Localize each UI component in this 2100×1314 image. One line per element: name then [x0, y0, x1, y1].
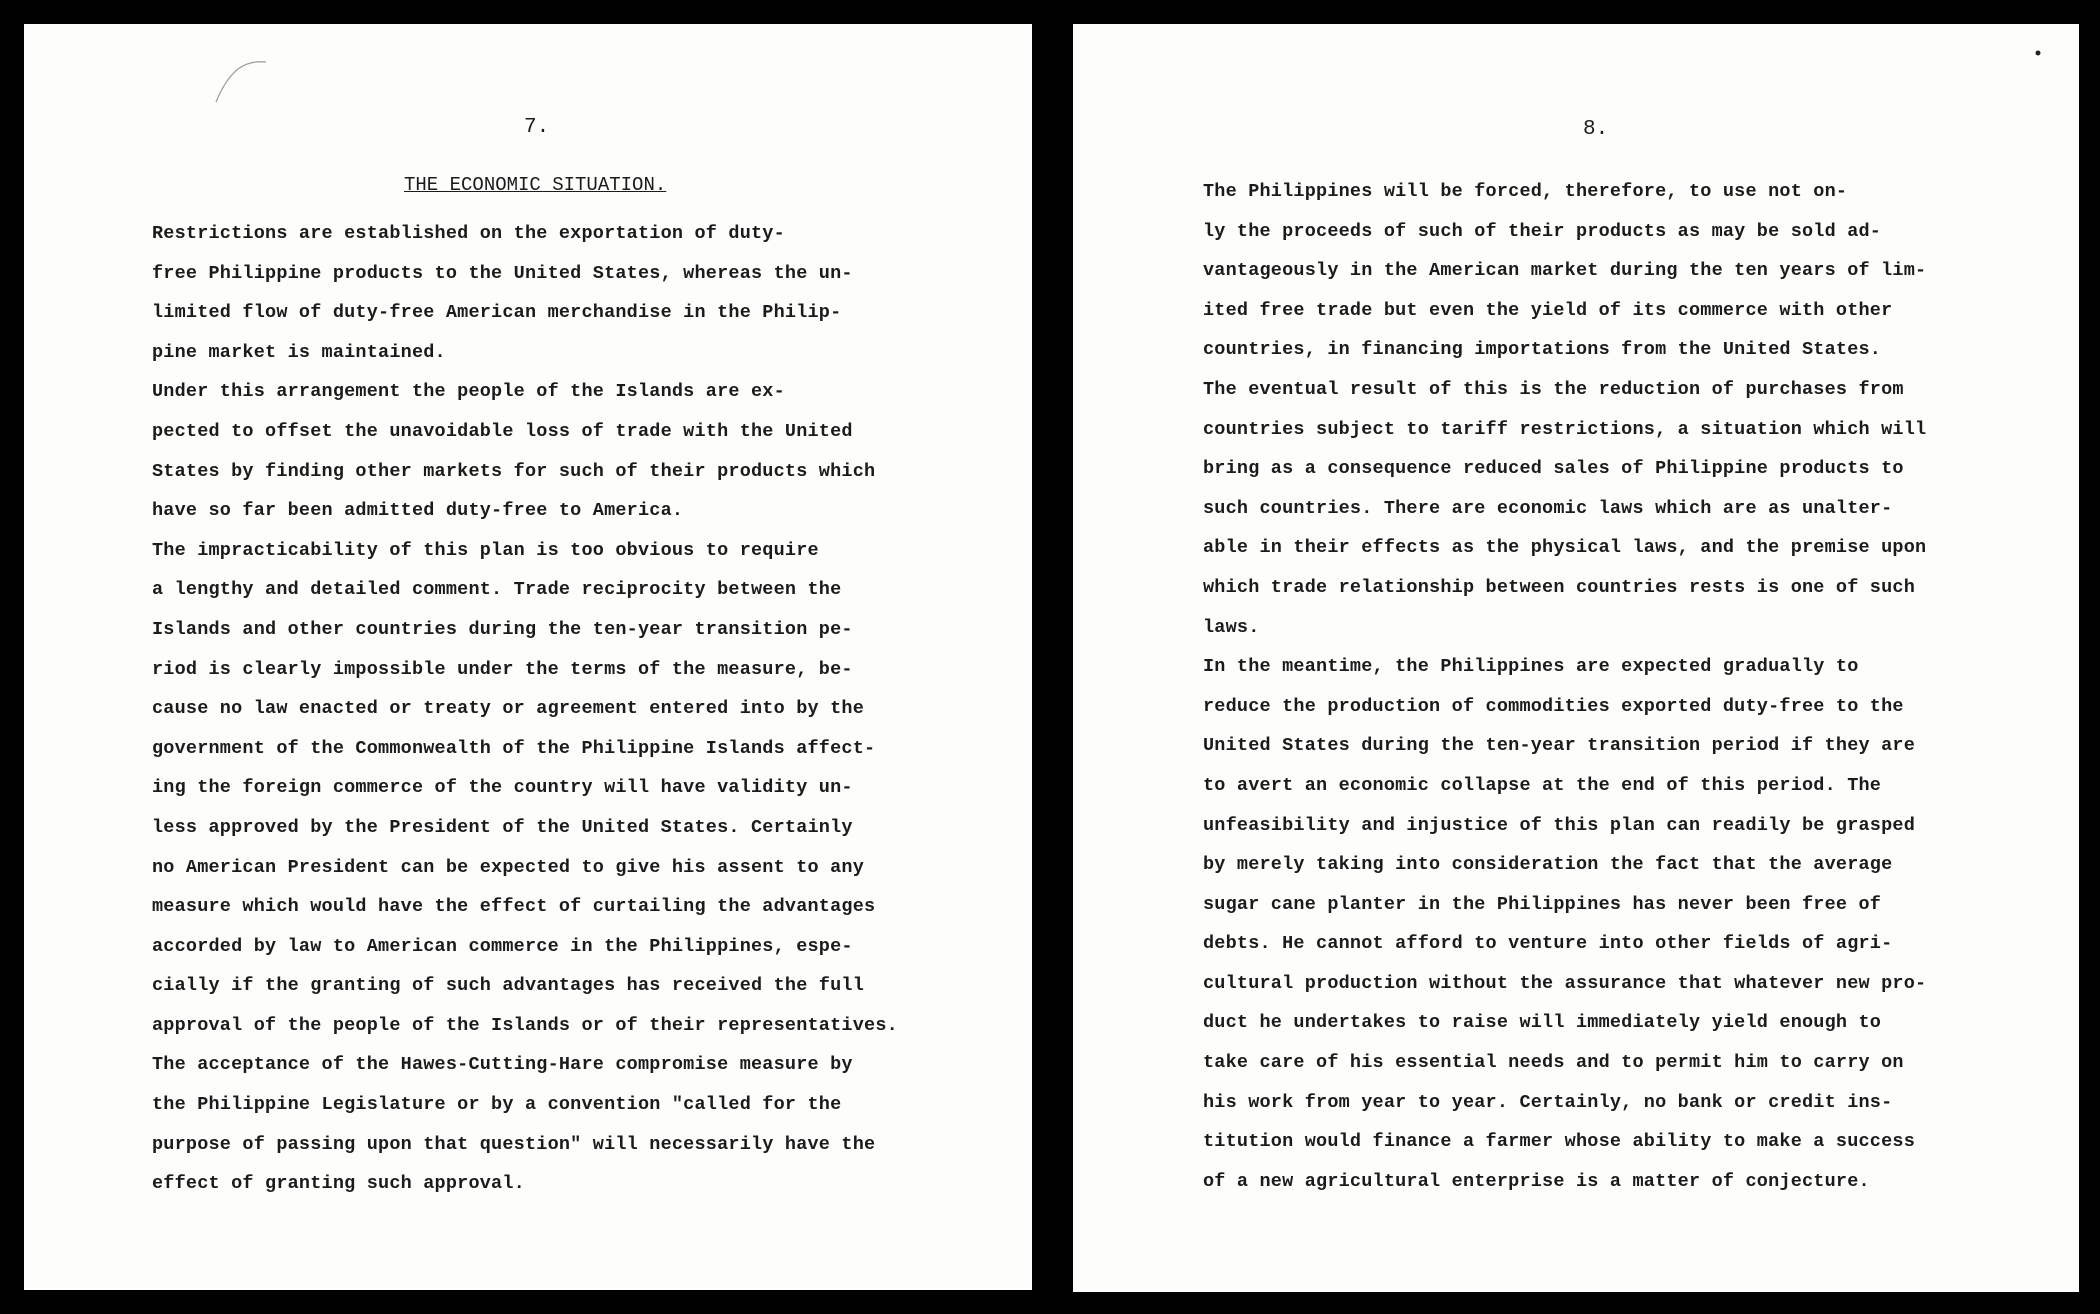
text-line: countries, in financing importations from the United States.	[1203, 339, 1882, 361]
text-line: The eventual result of this is the reduction of purchases from	[1203, 378, 1904, 400]
page-8	[1073, 24, 2079, 1292]
text-line: limited flow of duty-free American merchandise in the Philip-	[152, 302, 842, 324]
text-line: cultural production without the assurance that whatever new pro-	[1203, 972, 1927, 994]
text-line: the Philippine Legislature or by a convention "called for the	[152, 1094, 842, 1116]
text-line: which trade relationship between countries rests is one of such	[1203, 576, 1916, 598]
ink-spot	[2033, 48, 2043, 58]
text-line: titution would finance a farmer whose ability to make a success	[1203, 1131, 1916, 1153]
text-line: The impracticability of this plan is too obvious to require	[152, 539, 819, 561]
text-line: Restrictions are established on the exportation of duty-	[152, 223, 785, 244]
text-line: able in their effects as the physical laws, and the premise upon	[1203, 537, 1927, 559]
text-line: States by finding other markets for such of their products which	[152, 460, 876, 482]
text-line: a lengthy and detailed comment. Trade reciprocity between the	[152, 579, 842, 601]
text-line: free Philippine products to the United States, whereas the un-	[152, 262, 853, 284]
text-line: no American President can be expected to give his assent to any	[152, 856, 865, 878]
text-line: ing the foreign commerce of the country will have validity un-	[152, 777, 853, 799]
text-line: purpose of passing upon that question" will necessarily have the	[152, 1133, 876, 1155]
pencil-mark	[206, 58, 276, 118]
text-line: laws.	[1203, 616, 1260, 638]
text-line: ly the proceeds of such of their products as may be sold ad-	[1203, 220, 1882, 242]
page-number: 8.	[1583, 118, 1609, 141]
text-line: debts. He cannot afford to venture into other fields of agri-	[1203, 933, 1893, 955]
text-line: government of the Commonwealth of the Philippine Islands affect-	[152, 737, 876, 759]
text-line: less approved by the President of the United States. Certainly	[152, 816, 853, 838]
text-line: his work from year to year. Certainly, no bank or credit ins-	[1203, 1091, 1893, 1113]
text-line: vantageously in the American market during the ten years of lim-	[1203, 260, 1927, 282]
text-line: to avert an economic collapse at the end of this period. The	[1203, 774, 1882, 796]
text-line: bring as a consequence reduced sales of Philippine products to	[1203, 458, 1904, 480]
text-line: take care of his essential needs and to permit him to carry on	[1203, 1052, 1904, 1074]
text-line: accorded by law to American commerce in the Philippines, espe-	[152, 935, 853, 957]
text-line: In the meantime, the Philippines are expected gradually to	[1203, 656, 1859, 678]
text-line: countries subject to tariff restrictions, a situation which will	[1203, 418, 1927, 440]
body-text	[152, 214, 898, 1204]
text-line: United States during the ten-year transition period if they are	[1203, 735, 1916, 757]
text-line: effect of granting such approval.	[152, 1173, 525, 1195]
text-line: ited free trade but even the yield of its commerce with other	[1203, 299, 1893, 321]
text-line: measure which would have the effect of curtailing the advantages	[152, 896, 876, 918]
text-line: pected to offset the unavoidable loss of trade with the United	[152, 420, 853, 442]
page-7	[24, 24, 1032, 1290]
text-line: such countries. There are economic laws which are as unalter-	[1203, 497, 1893, 519]
text-line: Under this arrangement the people of the Islands are ex-	[152, 381, 785, 403]
text-line: The Philippines will be forced, therefore, to use not on-	[1203, 181, 1848, 202]
text-line: reduce the production of commodities exported duty-free to the	[1203, 695, 1904, 717]
text-line: by merely taking into consideration the fact that the average	[1203, 854, 1893, 876]
text-line: Islands and other countries during the ten-year transition pe-	[152, 618, 853, 640]
text-line: of a new agricultural enterprise is a matter of conjecture.	[1203, 1170, 1870, 1192]
text-line: pine market is maintained.	[152, 341, 446, 363]
body-text	[1203, 172, 1926, 1201]
text-line: sugar cane planter in the Philippines has never been free of	[1203, 893, 1882, 915]
text-line: cially if the granting of such advantages has received the full	[152, 975, 865, 997]
text-line: unfeasibility and injustice of this plan can readily be grasped	[1203, 814, 1916, 836]
text-line: riod is clearly impossible under the terms of the measure, be-	[152, 658, 853, 680]
text-line: approval of the people of the Islands or of their representatives.	[152, 1014, 898, 1036]
text-line: have so far been admitted duty-free to America.	[152, 500, 684, 522]
text-line: The acceptance of the Hawes-Cutting-Hare compromise measure by	[152, 1054, 853, 1076]
text-line: cause no law enacted or treaty or agreement entered into by the	[152, 698, 865, 720]
section-title: THE ECONOMIC SITUATION.	[404, 174, 667, 196]
text-line: duct he undertakes to raise will immediately yield enough to	[1203, 1012, 1882, 1034]
page-number: 7.	[524, 116, 550, 139]
